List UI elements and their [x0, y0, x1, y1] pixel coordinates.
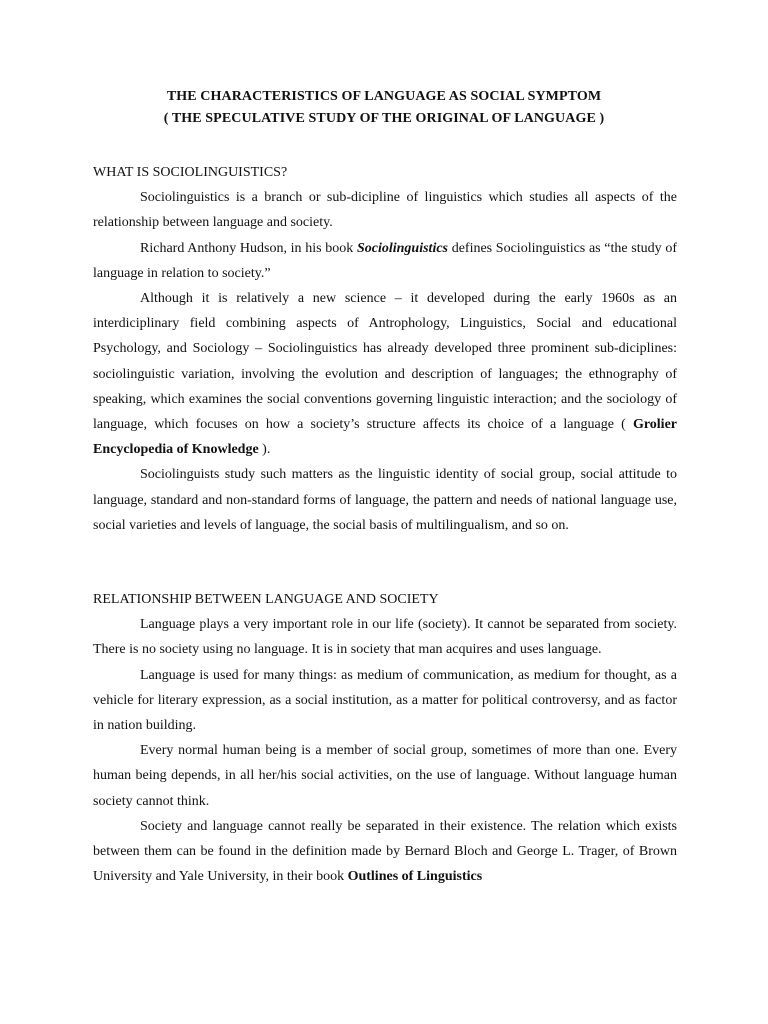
- section-heading: RELATIONSHIP BETWEEN LANGUAGE AND SOCIETY: [93, 592, 439, 607]
- paragraph-text: defines Sociolinguistics as “the study of language in relation to society.”: [93, 240, 677, 281]
- paragraph-text: ).: [258, 442, 271, 458]
- book-title: Outlines of Linguistics: [347, 869, 483, 885]
- section-language-and-society: [93, 587, 677, 889]
- paragraph: Sociolinguistics is a branch or sub-dicipline of linguistics which studies all aspects of the relationship between language and society.: [93, 190, 677, 231]
- paragraph-text: Although it is relatively a new science – it developed during the early 1960s as an interdiciplinary field combining aspects of Antrophology, Linguistics, Social and educational Psychology, and Sociology – Sociolinguistics has already developed three prominent sub-diciplines: sociolinguistic variation, involving the evolution and description of languages; the ethnography of speaking, which examines the social conventions governing linguistic interaction; and the sociology of language, which focuses on how a society’s structure affects its choice of a language (: [93, 291, 677, 433]
- section-heading: WHAT IS SOCIOLINGUISTICS?: [93, 165, 288, 180]
- paragraph: [93, 236, 677, 286]
- title-line-2: ( THE SPECULATIVE STUDY OF THE ORIGINAL OF LANGUAGE ): [163, 111, 605, 126]
- source-title: Grolier Encyclopedia of Knowledge: [93, 417, 677, 458]
- paragraph: Sociolinguists study such matters as the linguistic identity of social group, social attitude to language, standard and non-standard forms of language, the pattern and needs of national language use, social varieties and levels of language, the social basis of multilingualism, and so on.: [93, 467, 677, 533]
- paragraph: [93, 814, 677, 890]
- paragraph: Every normal human being is a member of social group, sometimes of more than one. Every human being depends, in all her/his social activities, on the use of language. Without language human society cannot think.: [93, 743, 677, 809]
- paragraph: Language is used for many things: as medium of communication, as medium for thought, as a vehicle for literary expression, as a social institution, as a matter for political controversy, and as factor in nation building.: [93, 667, 677, 734]
- paragraph-text: Richard Anthony Hudson, in his book: [140, 240, 357, 256]
- paragraph-text: Society and language cannot really be separated in their existence. The relation which exists between them can be found in the definition made by Bernard Bloch and George L. Trager, of Brown University and Yale University, in their book: [93, 818, 677, 885]
- book-title: Sociolinguistics: [356, 240, 448, 256]
- title-line-1: THE CHARACTERISTICS OF LANGUAGE AS SOCIAL SYMPTOM: [166, 89, 602, 104]
- section-what-is-sociolinguistics: [93, 160, 677, 538]
- paragraph: [93, 286, 677, 462]
- paragraph: Language plays a very important role in our life (society). It cannot be separated from society. There is no society using no language. It is in society that man acquires and uses language.: [93, 617, 677, 658]
- document-title: [0, 86, 768, 130]
